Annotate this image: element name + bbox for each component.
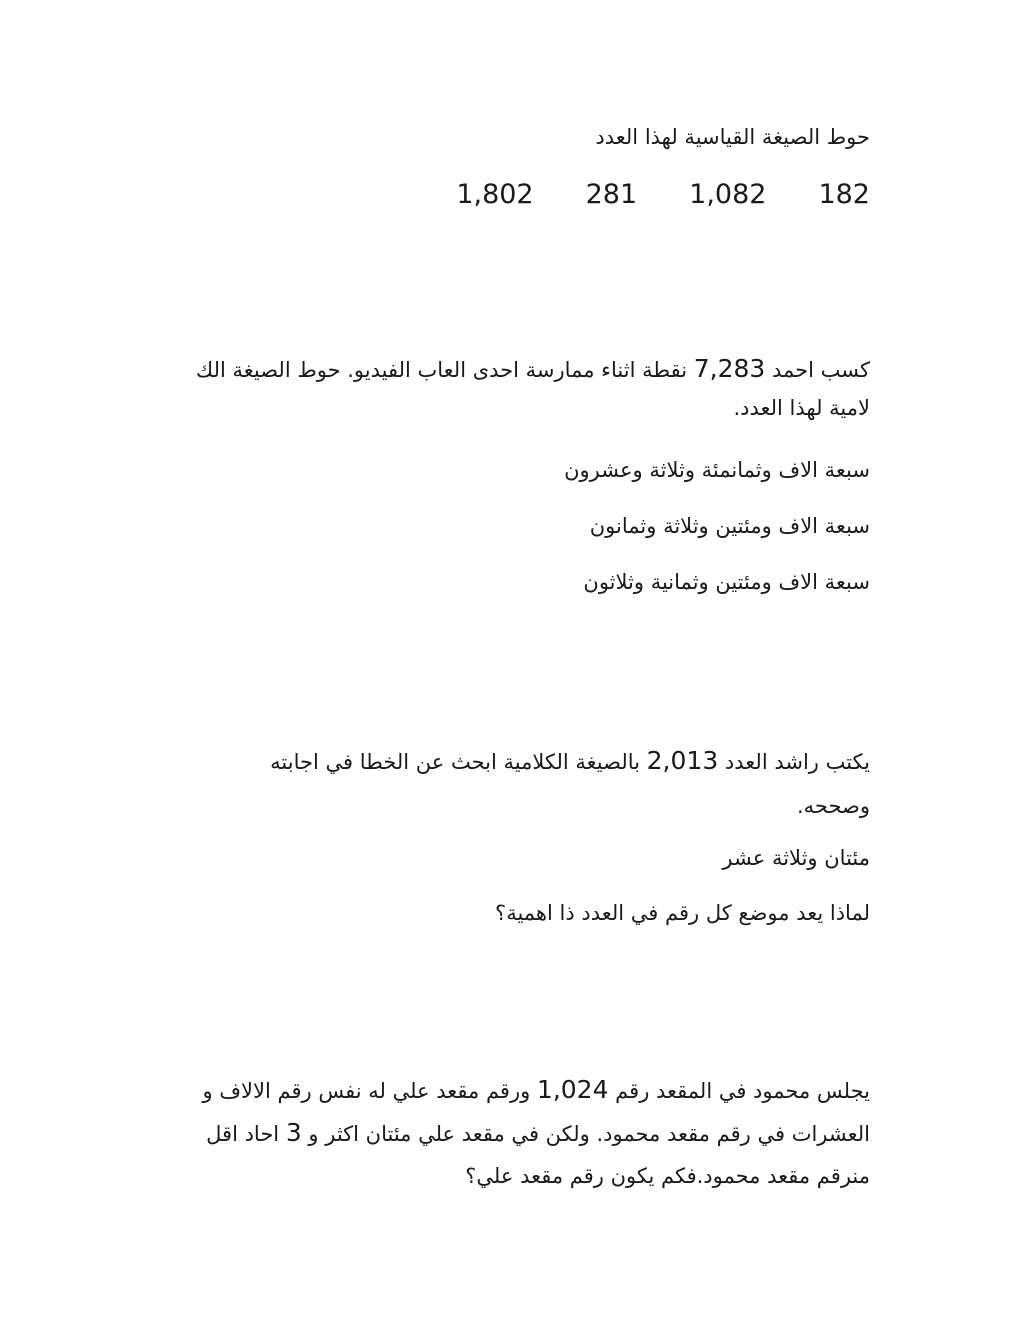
q4-number-2: 3 xyxy=(285,1118,302,1147)
q2-text-after: نقطة اثناء ممارسة احدى العاب الفيديو. حوط الصيغة الك لامية لهذا العدد. xyxy=(195,358,870,420)
q1-choice-3[interactable]: 281 xyxy=(585,179,638,210)
q4-text-before: يجلس محمود في المقعد رقم xyxy=(608,1079,870,1103)
q1-choice-2[interactable]: 1,082 xyxy=(689,179,767,210)
q2-question xyxy=(150,350,870,427)
q1-choice-1[interactable]: 182 xyxy=(818,179,870,210)
q3-why-question: لماذا يعد موضع كل رقم في العدد ذا اهمية؟ xyxy=(495,901,870,925)
q1-choices xyxy=(456,174,870,216)
q2-option-1[interactable]: سبعة الاف وثمانمئة وثلاثة وعشرون xyxy=(564,458,870,482)
q2-option-2[interactable]: سبعة الاف ومئتين وثلاثة وثمانون xyxy=(589,514,870,538)
q3-student-answer: مئتان وثلاثة عشر xyxy=(722,846,870,870)
q4-question xyxy=(165,1069,870,1197)
q1-choice-4[interactable]: 1,802 xyxy=(456,179,534,210)
q2-text-before: كسب احمد xyxy=(765,358,870,382)
q3-question xyxy=(210,739,870,828)
q4-text-after: احاد اقل منرقم مقعد محمود.فكم يكون رقم مقعد علي؟ xyxy=(206,1122,870,1188)
q2-option-3[interactable]: سبعة الاف ومئتين وثمانية وثلاثون xyxy=(583,570,870,594)
q3-number: 2,013 xyxy=(646,746,719,775)
q2-number: 7,283 xyxy=(693,354,766,383)
q4-number: 1,024 xyxy=(536,1075,609,1104)
q3-text-before: يكتب راشد العدد xyxy=(718,750,870,774)
q4-text-middle: ورقم مقعد علي له نفس رقم الالاف و العشرات في رقم مقعد محمود. ولكن في مقعد علي مئتان اكثر و xyxy=(202,1079,870,1146)
q3-text-after: بالصيغة الكلامية ابحث عن الخطا في اجابته وصححه. xyxy=(270,750,870,818)
q1-instruction: حوط الصيغة القياسية لهذا العدد xyxy=(595,125,870,149)
